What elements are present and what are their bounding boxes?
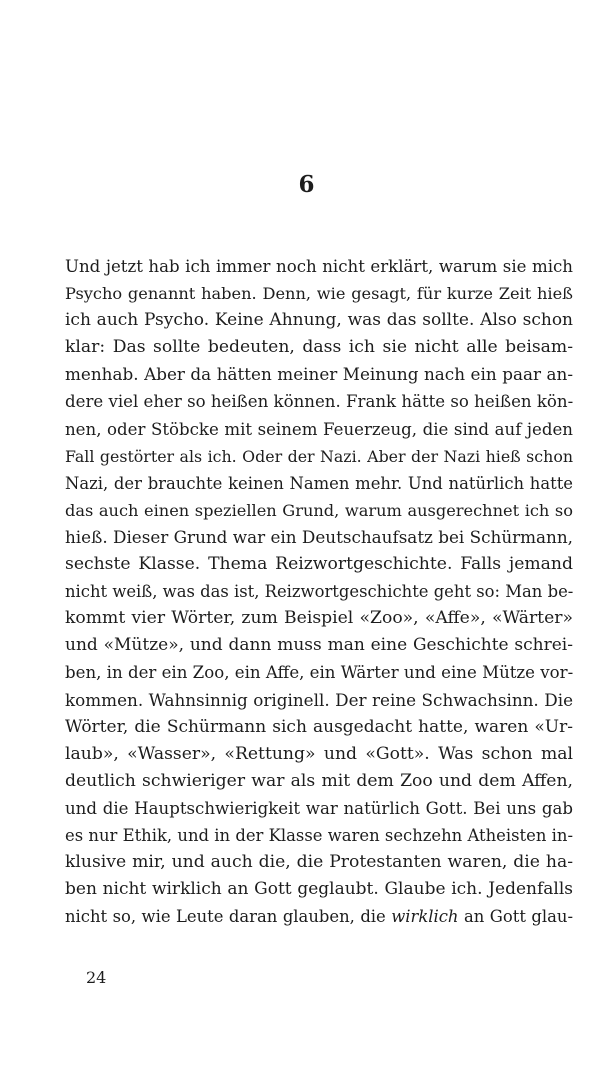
text-line: das auch einen speziellen Grund, warum ausgerechnet ich so [65, 500, 573, 520]
text-line: Psycho genannt haben. Denn, wie gesagt, für kurze Zeit hieß [65, 284, 573, 304]
emphasized-word: wirklich [391, 907, 459, 927]
text-line: Wörter, die Schürmann sich ausgedacht hatte, waren «Ur- [65, 716, 573, 737]
chapter-number: 6 [298, 171, 315, 198]
text-line: ben, in der ein Zoo, ein Affe, ein Wärter und eine Mütze vor- [65, 663, 574, 683]
text-line: laub», «Wasser», «Rettung» und «Gott». Was schon mal [65, 743, 573, 764]
text-line: klusive mir, und auch die, die Protestanten waren, die ha- [65, 852, 573, 873]
text-line-last [65, 903, 573, 930]
text-line: hieß. Dieser Grund war ein Deutschaufsatz bei Schürmann, [65, 526, 574, 547]
text-segment: nicht so, wie Leute daran glauben, die [65, 907, 392, 927]
text-line: Fall gestörter als ich. Oder der Nazi. Aber der Nazi hieß schon [65, 446, 573, 466]
page-number: 24 [86, 968, 107, 987]
text-line: ben nicht wirklich an Gott geglaubt. Glaube ich. Jedenfalls [65, 879, 573, 900]
text-line: Und jetzt hab ich immer noch nicht erklärt, warum sie mich [65, 257, 573, 276]
body-text [65, 253, 573, 930]
text-line: es nur Ethik, und in der Klasse waren sechzehn Atheisten in- [65, 825, 573, 845]
text-line: sechste Klasse. Thema Reizwortgeschichte. Falls jemand [65, 554, 573, 575]
text-line: kommen. Wahnsinnig originell. Der reine Schwachsinn. Die [65, 689, 573, 710]
text-line: dere viel eher so heißen können. Frank hätte so heißen kön- [65, 392, 574, 412]
text-line: ich auch Psycho. Keine Ahnung, was das sollte. Also schon [65, 310, 573, 331]
text-line: und «Mütze», und dann muss man eine Geschichte schrei- [65, 635, 573, 656]
text-line: kommt vier Wörter, zum Beispiel «Zoo», «Affe», «Wärter» [65, 608, 573, 629]
text-line: nen, oder Stöbcke mit seinem Feuerzeug, die sind auf jeden [65, 419, 573, 439]
text-line: und die Hauptschwierigkeit war natürlich Gott. Bei uns gab [65, 798, 573, 818]
text-line: menhab. Aber da hätten meiner Meinung nach ein paar an- [65, 364, 573, 385]
text-line: nicht weiß, was das ist, Reizwortgeschichte geht so: Man be- [65, 582, 574, 602]
text-line: Nazi, der brauchte keinen Namen mehr. Und natürlich hatte [65, 473, 573, 493]
text-line: klar: Das sollte bedeuten, dass ich sie nicht alle beisam- [65, 337, 573, 358]
text-segment: an Gott glau- [458, 907, 573, 927]
text-line: deutlich schwieriger war als mit dem Zoo und dem Affen, [65, 770, 573, 791]
